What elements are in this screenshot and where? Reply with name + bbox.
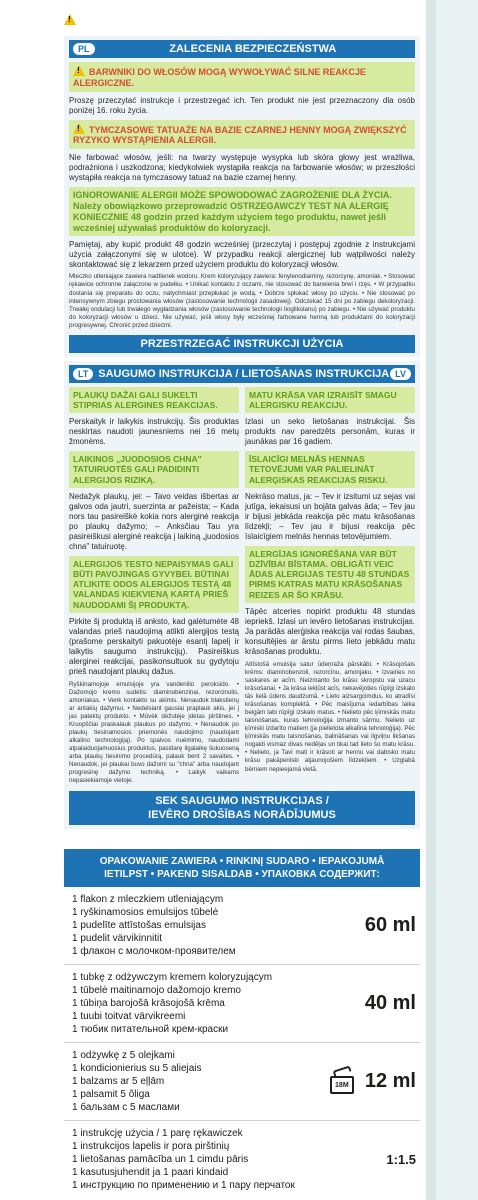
- lang-badge-pl: PL: [73, 43, 95, 55]
- contents-header-line-1: OPAKOWANIE ZAWIERA • RINKINĮ SUDARO • IEPAKOJUMĀ: [99, 856, 385, 868]
- kit-line: 1 pudelit värvikinnitit: [72, 933, 163, 945]
- lt-lv-title: SAUGUMO INSTRUKCIJA / LIETOŠANAS INSTRUKCIJA: [98, 367, 390, 380]
- pl-paragraph-3: Pamiętaj, aby kupić produkt 48 godzin wcześniej (przeczytaj i postępuj zgodnie z instrukcjami użycia załączonymi się w ulotce). W przypadku reakcji alergicznej lub wątpliwości należy skontaktować się z lekarzem przed użyciem produktu do koloryzacji włosów.: [69, 240, 415, 270]
- lt-warning-1: PLAUKŲ DAŽAI GALI SUKELTI STIPRIAS ALERGINES REAKCIJAS.: [69, 387, 239, 413]
- lt-lv-footer: [69, 791, 415, 826]
- lv-footer-text: IEVĒRO DROŠĪBAS NORĀDĪJUMUS: [148, 808, 336, 821]
- contents-header: [64, 849, 420, 887]
- kit-line: 1 инструкцию по применению и 1 пару перчаток: [72, 1180, 295, 1192]
- lt-warning-2: LAIKINOS „JUODOSIOS CHNA" TATUIRUOTĖS GALI PADIDINTI ALERGIJOS RIZIKĄ.: [69, 451, 239, 488]
- pl-paragraph-4: Mleczko utleniające zawiera nadtlenek wodoru. Krem koloryzujący zawiera: fenylenodiaminy, rezorcynę, amoniak. • Stosować rękawice ochronne załączone w pudełku. • Unikać kontaktu z oczami, nie stosować do barwienia brwi i rzęs. • W przypadku dostania się preparatu do oczu, natychmiast przepłukać je wodą. • Dobrze spłukać włosy po użyciu. • Nie stosować po intensywnym zbiegu prostowania włosów (zastosowanie technologii zasadowej). Odczekać 15 dni po zabiegu dekoloryzacji. Trwałej ondulacji lub trwałego wygładzania włosów (zastosowanie technologii tioglikolanu) po zabiegu. • Nie używać produktu do koloryzacji włosów u dzieci. Nie używać, jeśli włosy były wcześniej farbowane henną lub produktami do koloryzacji progresywnej. Chronić przed dziećmi.: [69, 273, 415, 329]
- kit-line: 1 odżywkę z 5 olejkami: [72, 1050, 175, 1062]
- pl-paragraph-2: Nie farbować włosów, jeśli: na twarzy występuje wysypka lub skóra głowy jest wrażliwa, podrażniona i uszkodzona; kiedykolwiek wystąpiła reakcja na farbowanie włosów; w przeszłości wystąpiła reakcja na tymczasowy tatuaż na bazie czarnej henny.: [69, 153, 415, 183]
- pl-warning-2: [69, 120, 415, 150]
- lv-paragraph-4: Attīstošā emulsija satur ūdeņraža pārskābi. • Krāsojošais krēms: diaminobenzoli, rezorcīnu, amonjaku. • Izvairies no saskares ar acīm. Neizmanto šo krāsu skropstu vai uzacu krāsošanai. • Ja krāsa iekļūst acīs, nekavējoties rūpīgi izskalo tās lielā ūdens daudzumā. • Lieto aizsargcimdus, ko atradīsi krāsošanas komplektā. • Pēc maisījuma iedarbības laika beigām labi rūpīgi izskalo matus. • Nelieto pēc ķīmiskās matu taisnošanas, kuras tehnoloģija izmanto sārmu. Nelieto uz ķīmiski izdarīto matiem (ja pielietota alkalīna tehnoloģija). Pēc ķīmiskās matu taisnošanas, balināšanas vai ilgviļņu likšanas nogaidi vismaz divas nedēļas un tikai tad lieto šo matu krāsu. • Nelieto, ja Tavi mati ir krāsoti ar hennu vai dabisko matu krāsu pakāpeniski atjaunojošiem līdzekļiem. • Uzglabā bērniem nepieejamā vietā.: [245, 660, 415, 773]
- pl-section: [64, 36, 420, 357]
- contents-header-line-2: IETILPST • PAKEND SISALDAB • УПАКОВКА СОДЕРЖИТ:: [104, 869, 380, 881]
- kit-item-instructions: [64, 1121, 420, 1198]
- lt-footer-text: SEK SAUGUMO INSTRUKCIJAS /: [155, 794, 329, 807]
- jar-lid: [332, 1065, 351, 1076]
- lang-badge-lv: LV: [390, 368, 411, 380]
- kit-line: 1 kondicionierius su 5 aliejais: [72, 1063, 202, 1075]
- lt-paragraph-1: Perskaityk ir laikykis instrukcijų. Šis produktas neskirtas naudoti jaunesniems nei 16 metų žmonėms.: [69, 417, 239, 447]
- kit-line: 1 tūbelė maitinamojo dažomojo kremo: [72, 985, 241, 997]
- lt-paragraph-3: Pirkite šį produktą iš anksto, kad galėtumėte 48 valandas prieš naudojimą atlikti alergijos testą (prašome perskaityti pakuotėje esantį lapelį ir laikytis saugumo instrukcijų). Pasireiškus alerginei reakcijai, pasikonsultuok su gydytoju prieš naudojant plaukų dažus.: [69, 616, 239, 676]
- kit-line: 1 balzams ar 5 eļļām: [72, 1076, 165, 1088]
- kit-item-lines: [72, 1049, 202, 1114]
- lt-column: [69, 383, 239, 786]
- open-jar-icon: [327, 1068, 357, 1096]
- kit-item-lines: [72, 893, 236, 958]
- kit-line: 1 palsamit 5 õliga: [72, 1089, 150, 1101]
- pl-warning-2-text: TYMCZASOWE TATUAŻE NA BAZIE CZARNEJ HENNY MOGĄ ZWIĘKSZYĆ RYZYKO WYSTĄPIENIA ALERGII.: [73, 124, 407, 146]
- kit-line: 1 бальзам с 5 маслами: [72, 1102, 180, 1114]
- kit-size: 12 ml: [364, 1070, 416, 1093]
- lv-paragraph-1: Izlasi un seko lietošanas instrukcijai. Šis produkts nav paredzēts personām, kuras ir jaunākas par 16 gadiem.: [245, 417, 415, 447]
- package-panel: [64, 14, 420, 1192]
- pl-warning-3: IGNOROWANIE ALERGII MOŻE SPOWODOWAĆ ZAGROŻENIE DLA ŻYCIA. Należy obowiązkowo przeprowadzić OSTRZEGAWCZY TEST NA ALERGIĘ KONIECZNIE 48 godzin przed każdym użyciem tego produktu, nawet jeśli wcześniej używałaś produktów do koloryzacji.: [69, 187, 415, 236]
- lt-lv-section: [64, 361, 420, 829]
- lt-paragraph-2: Nedažyk plaukų, jei: – Tavo veidas išbertas ar galvos oda jautri, suerzinta ar pažeista; – Kada nors tau pasireiškė kokia nors alerginė reakcija po plaukų dažymo; – Anksčiau Tau yra pasireiškusi alerginė reakcija į laikiną „juodosios chna" tatuiruotę.: [69, 491, 239, 551]
- kit-item-color-cream: [64, 965, 420, 1043]
- kit-line: 1 flakon z mleczkiem utleniającym: [72, 894, 224, 906]
- kit-item-lines: [72, 1127, 295, 1192]
- lv-paragraph-3: Tāpēc atceries nopirkt produktu 48 stundas iepriekš. Izlasi un ievēro lietošanas instrukcijas. Ja parādās alerģiska reakcija vai rodas šaubas, konsultējies ar ārstu pirms lieto jebkādu matu krāsošanas produktu.: [245, 606, 415, 656]
- lang-badge-lt: LT: [73, 368, 93, 380]
- kit-item-conditioner: [64, 1043, 420, 1121]
- kit-line: 1 tūbiņa barojošā krāsojošā krēma: [72, 998, 225, 1010]
- lv-warning-1: MATU KRĀSA VAR IZRAISĪT SMAGU ALERGISKU REAKCIJU.: [245, 387, 415, 413]
- kit-line: 1 ryškinamosios emulsijos tūbelė: [72, 907, 219, 919]
- lv-column: [245, 383, 415, 786]
- kit-line: 1 kasutusjuhendit ja 1 paari kindaid: [72, 1167, 229, 1179]
- pl-footer: PRZESTRZEGAĆ INSTRUKCJI UŻYCIA: [69, 335, 415, 353]
- kit-list: [64, 887, 420, 1198]
- lv-warning-3: ALERGĪJAS IGNORĒŠANA VAR BŪT DZĪVĪBAI BĪSTAMA. OBLIGĀTI VEIC ĀDAS ALERGIJAS TESTU 48 STUNDAS PIRMS KATRAS MATU KRĀSOŠANAS REIZES AR ŠO KRĀSU.: [245, 546, 415, 603]
- kit-line: 1 instrukcijos lapelis ir pora pirštinių: [72, 1141, 230, 1153]
- lv-warning-2: ĪSLAICĪGI MELNĀS HENNAS TETOVĒJUMI VAR PALIELINĀT ALERĢISKAS REAKCIJAS RISKU.: [245, 451, 415, 488]
- kit-line: 1 lietošanas pamācība un 1 cimdu pāris: [72, 1154, 249, 1166]
- kit-line: 1 тюбик питательной крем-краски: [72, 1024, 229, 1036]
- pl-warning-1: [69, 62, 415, 92]
- pl-header: [69, 40, 415, 58]
- pl-title: ZALECENIA BEZPIECZEŃSTWA: [169, 43, 337, 55]
- warning-triangle-icon: [73, 123, 85, 134]
- edge-stripe: [426, 0, 436, 1200]
- package-side-edge: [426, 0, 478, 1200]
- lt-warning-3: ALERGIJOS TESTO NEPAISYMAS GALI BŪTI PAVOJINGAS GYVYBEI. BŪTINAI ATLIKITE ODOS ALERGIJOS TESTĄ 48 VALANDAS KIEKVIENĄ KARTĄ PRIEŠ NAUDODAMI ŠĮ PRODUKTĄ.: [69, 556, 239, 613]
- lt-lv-columns: [69, 383, 415, 786]
- lv-paragraph-2: Nekrāso matus, ja: – Tev ir izsitumi uz sejas vai jutīga, iekaisusi un bojāta galvas āda; – Tev jau ir bijusi jebkāda reakcija pēc matu krāsošanas līdzekļi; – Tev jau ir bijusi reakcija pēc īslaicīgiem melnās hennas tetovējumiem.: [245, 491, 415, 541]
- kit-item-lines: [72, 971, 272, 1036]
- kit-item-developer: [64, 887, 420, 965]
- kit-size: 60 ml: [364, 914, 416, 937]
- kit-line: 1 tuubi toitvat värvikreemi: [72, 1011, 186, 1023]
- lt-paragraph-4: Ryškinamojoje emulsijoje yra vandenilio peroksido. • Dažomojo kremo sudėtis: diaminobenzinai, rezorcinolis, amoniakas. • Venk kontakto su akimis. Nenaudok blakstienų ar antakių dažymui. • Nedelsiant gausiai praplauk akis, jei į jas patektų produkto. • Mūvėk dėžutėje įdėtas pirštines. • Kruopščiai praskalauk plaukus po dažymo. • Nenaudok po plaukų tiesinamosios priemonės naudojimo (naudojant alkalino technologiją). Po spalvos nuėmimo, naudodami atpalaiduojamuosius produktus, pasidarę ilgalaikę šukuoseną arba plaukų tiesinimo procedūrą, palauk bent 2 savaites. • Nenaudok, jei plaukai buvo dažomi su "chna" arba naudojant progresinę dažymo techniką. • Laikyk vaikams nepasiekiamoje vietoje.: [69, 680, 239, 785]
- pao-period: 18M: [330, 1076, 354, 1094]
- kit-line: 1 флакон с молочком-проявителем: [72, 946, 236, 958]
- pl-warning-1-text: BARWNIKI DO WŁOSÓW MOGĄ WYWOŁYWAĆ SILNE REAKCJE ALERGICZNE.: [73, 67, 366, 88]
- kit-line: 1 pudelīte attīstošas emulsijas: [72, 920, 206, 932]
- pl-paragraph-1: Proszę przeczytać instrukcje i przestrzegać ich. Ten produkt nie jest przeznaczony dla osób poniżej 16. roku życia.: [69, 95, 415, 115]
- mix-ratio: 1:1.5: [386, 1152, 416, 1168]
- warning-triangle-icon: [73, 65, 85, 76]
- lt-lv-header: [69, 365, 415, 383]
- kit-size: 40 ml: [364, 992, 416, 1015]
- kit-line: 1 tubkę z odżywczym kremem koloryzującym: [72, 972, 273, 984]
- kit-line: 1 instrukcję użycia / 1 parę rękawiczek: [72, 1128, 243, 1140]
- kit-size-group: [327, 1068, 420, 1096]
